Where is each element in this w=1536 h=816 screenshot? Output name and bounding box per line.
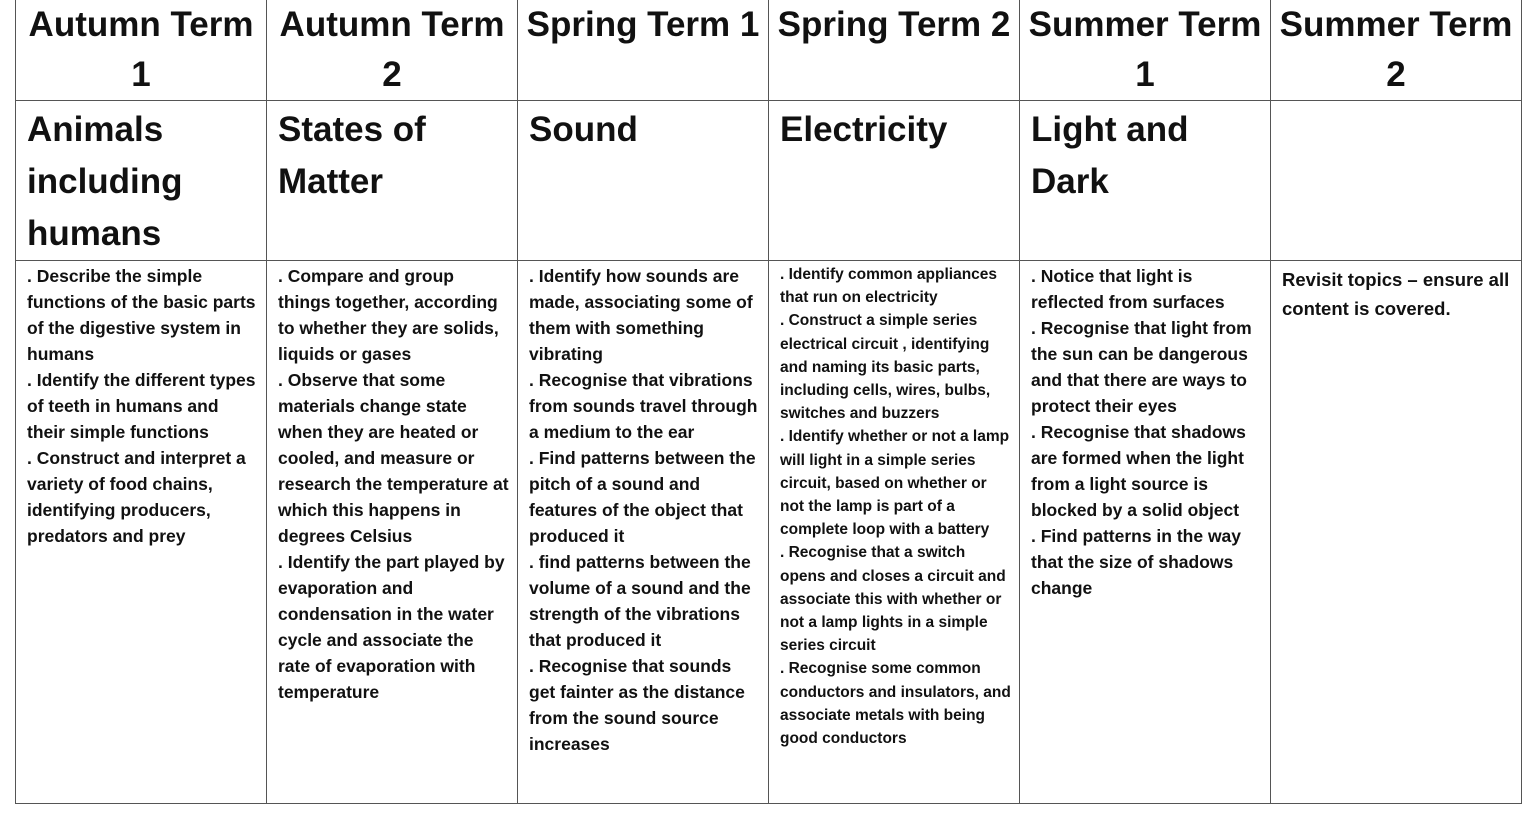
objective: . Notice that light is reflected from surfaces — [1031, 266, 1225, 312]
topic-light-and-dark: Light and Dark — [1020, 101, 1271, 261]
term-header-spring-2: Spring Term 2 — [769, 0, 1020, 101]
objective: . Identify how sounds are made, associating some of them with something vibrating — [529, 266, 753, 364]
objective: . Recognise that shadows are formed when the light from a light source is blocked by a solid object — [1031, 422, 1246, 520]
topic-row — [16, 101, 1522, 261]
objective: . find patterns between the volume of a sound and the strength of the vibrations that produced it — [529, 552, 751, 650]
topic-animals: Animals including humans — [16, 101, 267, 261]
revisit-note: Revisit topics – ensure all content is covered. — [1282, 269, 1510, 319]
objective: . Recognise that sounds get fainter as the distance from the sound source increases — [529, 656, 745, 754]
content-summer-2 — [1271, 261, 1522, 804]
objective: . Construct a simple series electrical circuit , identifying and naming its basic parts, including cells, wires, bulbs, switches and buzzers — [780, 312, 991, 423]
term-header-summer-1: Summer Term 1 — [1020, 0, 1271, 101]
objective: . Identify common appliances that run on electricity — [780, 266, 998, 307]
curriculum-table — [15, 0, 1522, 804]
objective: . Identify whether or not a lamp will light in a simple series circuit, based on whether or not the lamp is part of a complete loop with a battery — [780, 428, 1010, 539]
objective: . Recognise that light from the sun can be dangerous and that there are ways to protect their eyes — [1031, 318, 1252, 416]
term-header-spring-1: Spring Term 1 — [518, 0, 769, 101]
content-row — [16, 261, 1522, 804]
content-electricity — [769, 261, 1020, 804]
content-states-of-matter — [267, 261, 518, 804]
content-sound — [518, 261, 769, 804]
topic-states-of-matter: States of Matter — [267, 101, 518, 261]
topic-summer-2-empty — [1271, 101, 1522, 261]
objective: . Identify the part played by evaporation and condensation in the water cycle and associate the rate of evaporation with temperature — [278, 552, 505, 702]
topic-sound: Sound — [518, 101, 769, 261]
term-header-summer-2: Summer Term 2 — [1271, 0, 1522, 101]
objective: . Find patterns between the pitch of a sound and features of the object that produced it — [529, 448, 756, 546]
objective: . Recognise some common conductors and insulators, and associate metals with being good conductors — [780, 660, 1011, 748]
content-animals — [16, 261, 267, 804]
term-header-autumn-2: Autumn Term 2 — [267, 0, 518, 101]
term-header-row — [16, 0, 1522, 101]
term-header-autumn-1: Autumn Term 1 — [16, 0, 267, 101]
content-light-and-dark — [1020, 261, 1271, 804]
objective: . Observe that some materials change state when they are heated or cooled, and measure or research the temperature at which this happens in degrees Celsius — [278, 370, 509, 546]
objective: . Recognise that vibrations from sounds travel through a medium to the ear — [529, 370, 758, 442]
objective: . Construct and interpret a variety of food chains, identifying producers, predators and prey — [27, 448, 246, 546]
objective: . Identify the different types of teeth in humans and their simple functions — [27, 370, 256, 442]
topic-electricity: Electricity — [769, 101, 1020, 261]
objective: . Describe the simple functions of the basic parts of the digestive system in humans — [27, 266, 256, 364]
objective: . Recognise that a switch opens and closes a circuit and associate this with whether or not a lamp lights in a simple series circuit — [780, 544, 1006, 655]
objective: . Compare and group things together, according to whether they are solids, liquids or gases — [278, 266, 499, 364]
objective: . Find patterns in the way that the size of shadows change — [1031, 526, 1242, 598]
